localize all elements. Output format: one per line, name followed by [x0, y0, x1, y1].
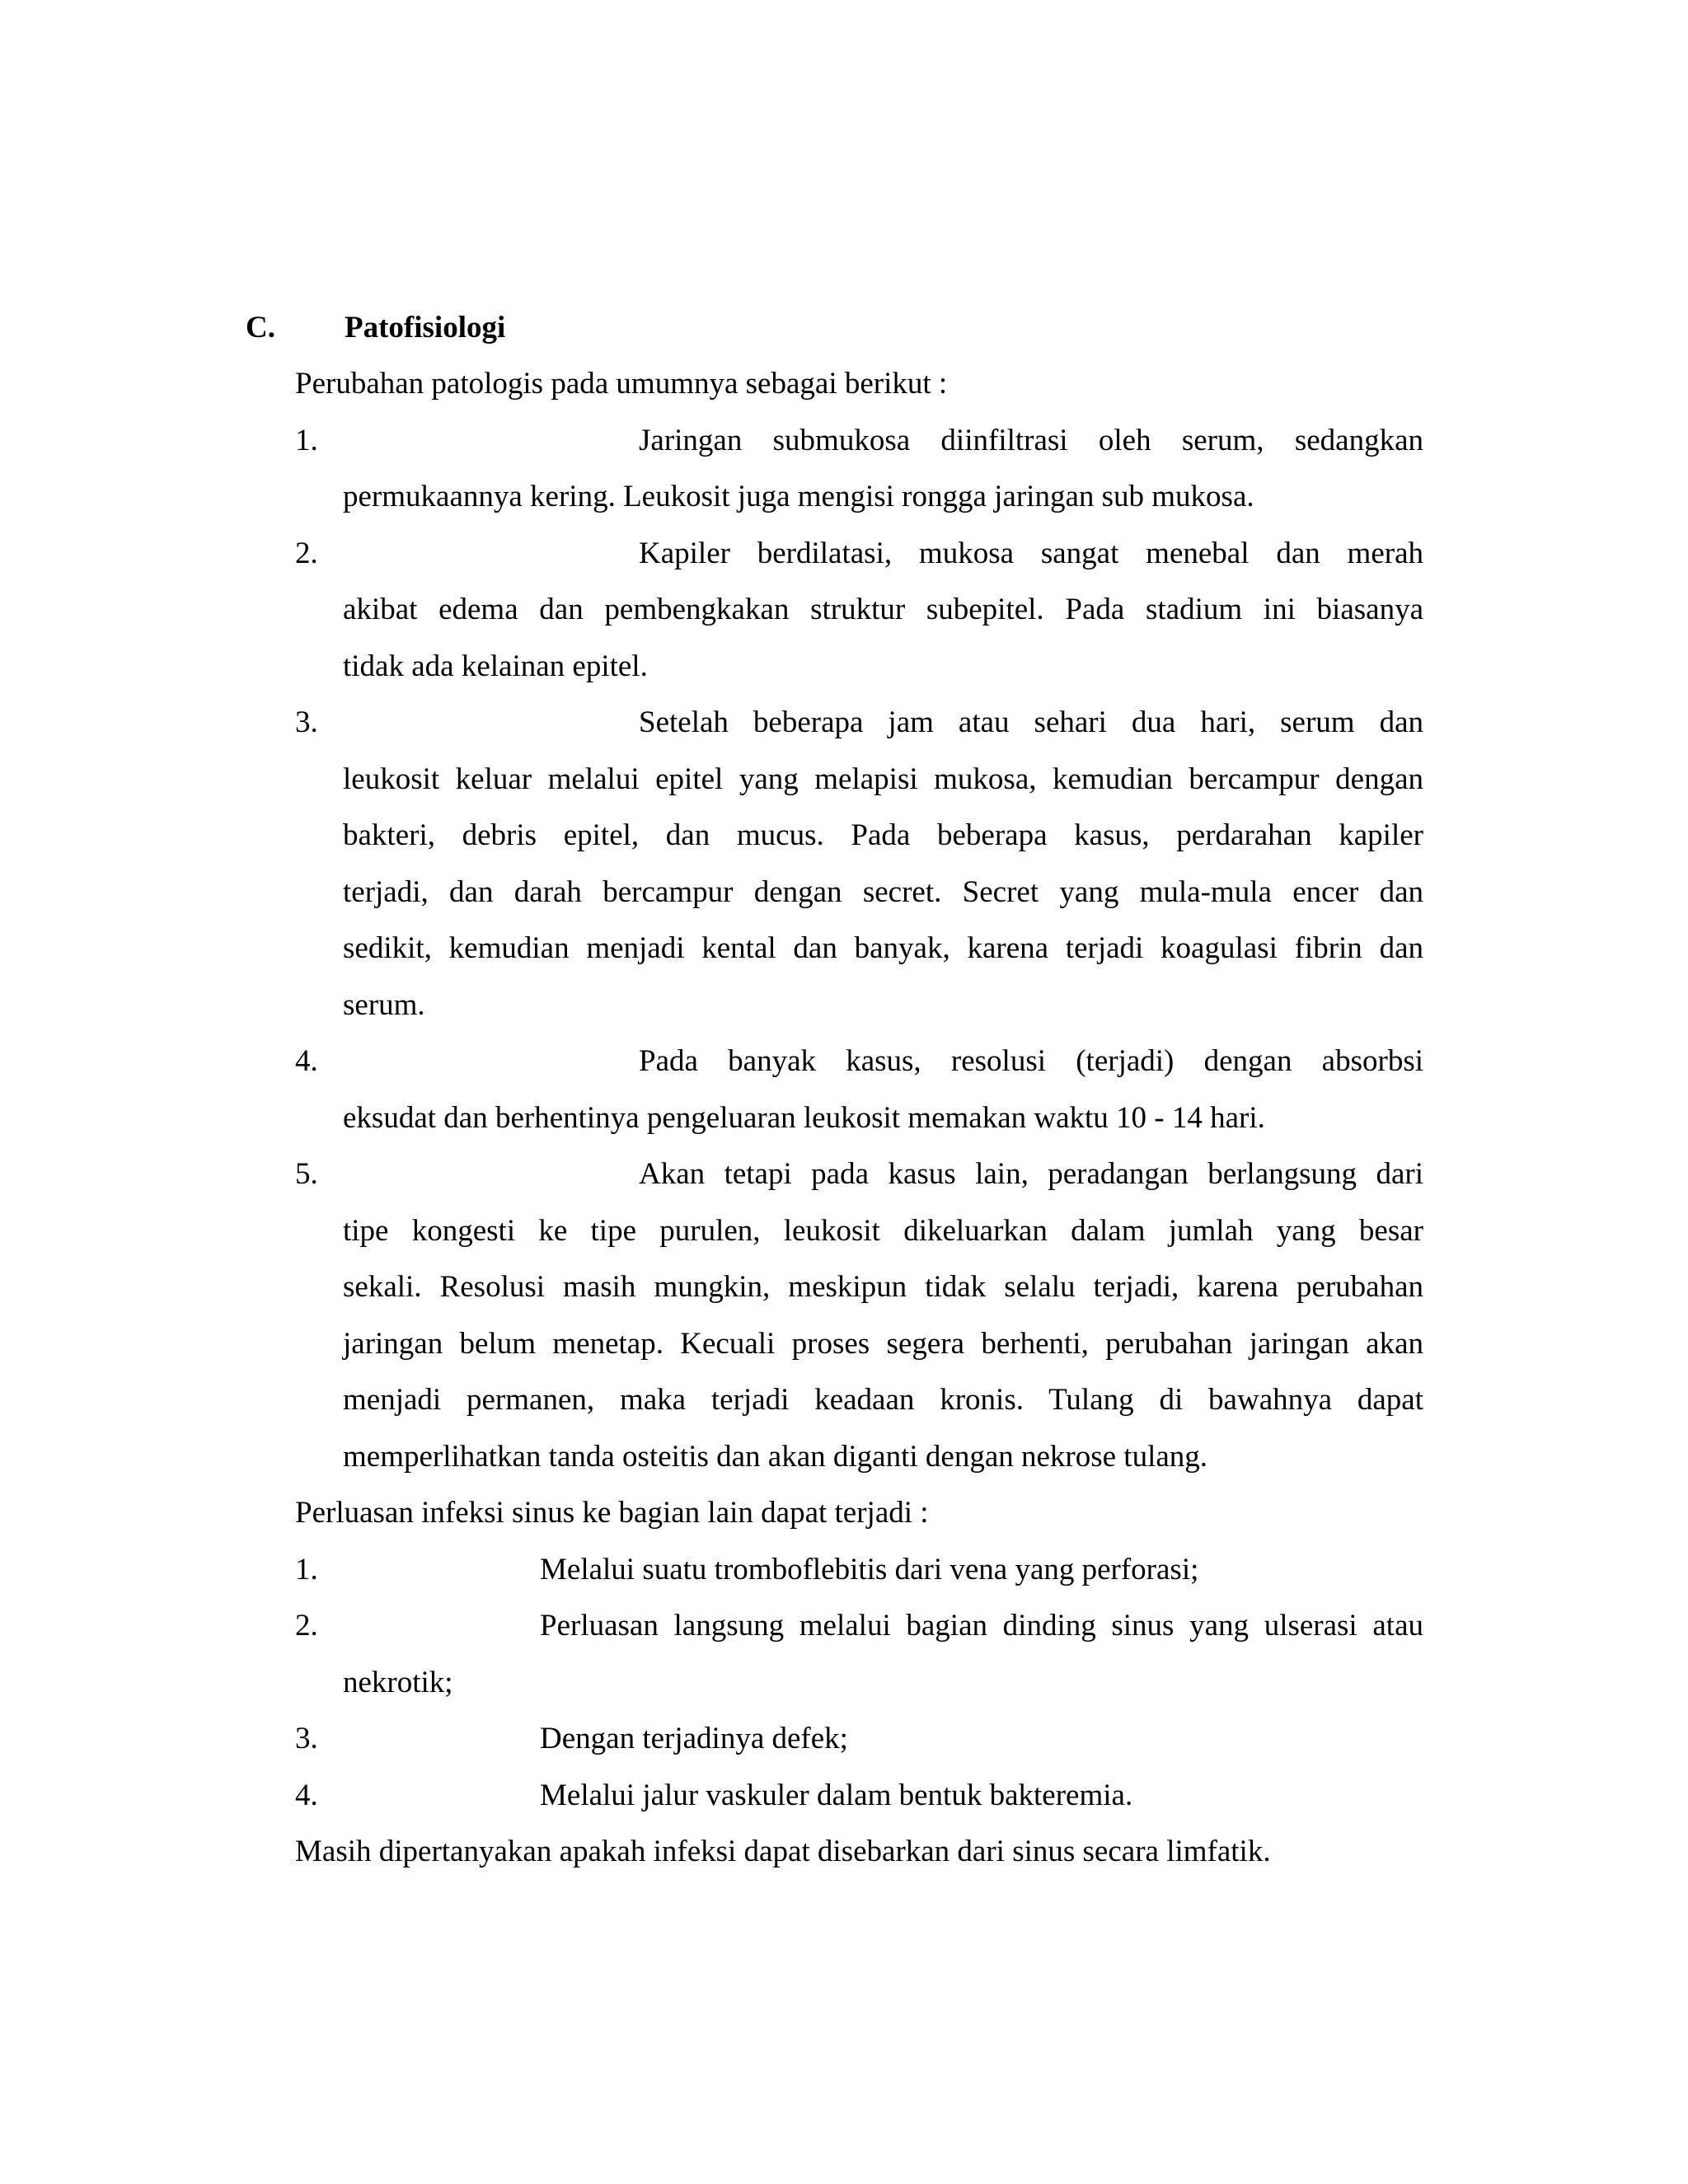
- list-item-line: serum.: [343, 988, 425, 1022]
- list-item-number: 5.: [295, 1157, 318, 1191]
- list-item-line: bakteri, debris epitel, dan mucus. Pada beberapa kasus, perdarahan kapiler: [343, 818, 1423, 852]
- list-item-line: Melalui suatu tromboflebitis dari vena yang perforasi;: [540, 1553, 1199, 1586]
- list-item-line: eksudat dan berhentinya pengeluaran leukosit memakan waktu 10 - 14 hari.: [343, 1101, 1265, 1135]
- list-item-line: Jaringan submukosa diinfiltrasi oleh serum, sedangkan: [639, 424, 1423, 457]
- list-item-line: tidak ada kelainan epitel.: [343, 649, 648, 683]
- list-item-line: Melalui jalur vaskuler dalam bentuk bakteremia.: [540, 1779, 1133, 1812]
- list-item-line: akibat edema dan pembengkakan struktur subepitel. Pada stadium ini biasanya: [343, 593, 1423, 626]
- intro-paragraph: Perubahan patologis pada umumnya sebagai berikut :: [295, 367, 948, 401]
- section-title: Patofisiologi: [345, 311, 506, 344]
- list-item-line: permukaannya kering. Leukosit juga mengisi rongga jaringan sub mukosa.: [343, 480, 1254, 513]
- list-item-line: menjadi permanen, maka terjadi keadaan kronis. Tulang di bawahnya dapat: [343, 1383, 1423, 1417]
- list-item-line: Kapiler berdilatasi, mukosa sangat menebal dan merah: [639, 537, 1423, 570]
- list-item-line: leukosit keluar melalui epitel yang melapisi mukosa, kemudian bercampur dengan: [343, 762, 1423, 796]
- list-item-number: 1.: [295, 424, 318, 457]
- list-item-line: terjadi, dan darah bercampur dengan secret. Secret yang mula-mula encer dan: [343, 875, 1423, 909]
- list-item-line: Perluasan langsung melalui bagian dinding sinus yang ulserasi atau: [540, 1609, 1423, 1643]
- list-item-number: 3.: [295, 705, 318, 739]
- list-item-line: memperlihatkan tanda osteitis dan akan diganti dengan nekrose tulang.: [343, 1440, 1208, 1474]
- list-item-line: jaringan belum menetap. Kecuali proses segera berhenti, perubahan jaringan akan: [343, 1327, 1423, 1361]
- list-item-line: tipe kongesti ke tipe purulen, leukosit dikeluarkan dalam jumlah yang besar: [343, 1214, 1423, 1248]
- list-item-line: Setelah beberapa jam atau sehari dua hari, serum dan: [639, 705, 1423, 739]
- list-item-line: Dengan terjadinya defek;: [540, 1722, 848, 1755]
- list-item-number: 3.: [295, 1722, 318, 1755]
- list-item-line: sekali. Resolusi masih mungkin, meskipun tidak selalu terjadi, karena perubahan: [343, 1270, 1423, 1304]
- list-item-line: sedikit, kemudian menjadi kental dan banyak, karena terjadi koagulasi fibrin dan: [343, 931, 1423, 965]
- list-item-line: nekrotik;: [343, 1666, 453, 1699]
- closing-paragraph: Masih dipertanyakan apakah infeksi dapat disebarkan dari sinus secara limfatik.: [295, 1835, 1271, 1868]
- section-letter: C.: [246, 311, 275, 344]
- intro-paragraph: Perluasan infeksi sinus ke bagian lain dapat terjadi :: [295, 1496, 929, 1530]
- list-item-number: 2.: [295, 1609, 318, 1643]
- list-item-line: Pada banyak kasus, resolusi (terjadi) dengan absorbsi: [639, 1044, 1423, 1078]
- list-item-number: 4.: [295, 1044, 318, 1078]
- list-item-number: 1.: [295, 1553, 318, 1586]
- list-item-number: 4.: [295, 1779, 318, 1812]
- list-item-number: 2.: [295, 537, 318, 570]
- list-item-line: Akan tetapi pada kasus lain, peradangan berlangsung dari: [639, 1157, 1423, 1191]
